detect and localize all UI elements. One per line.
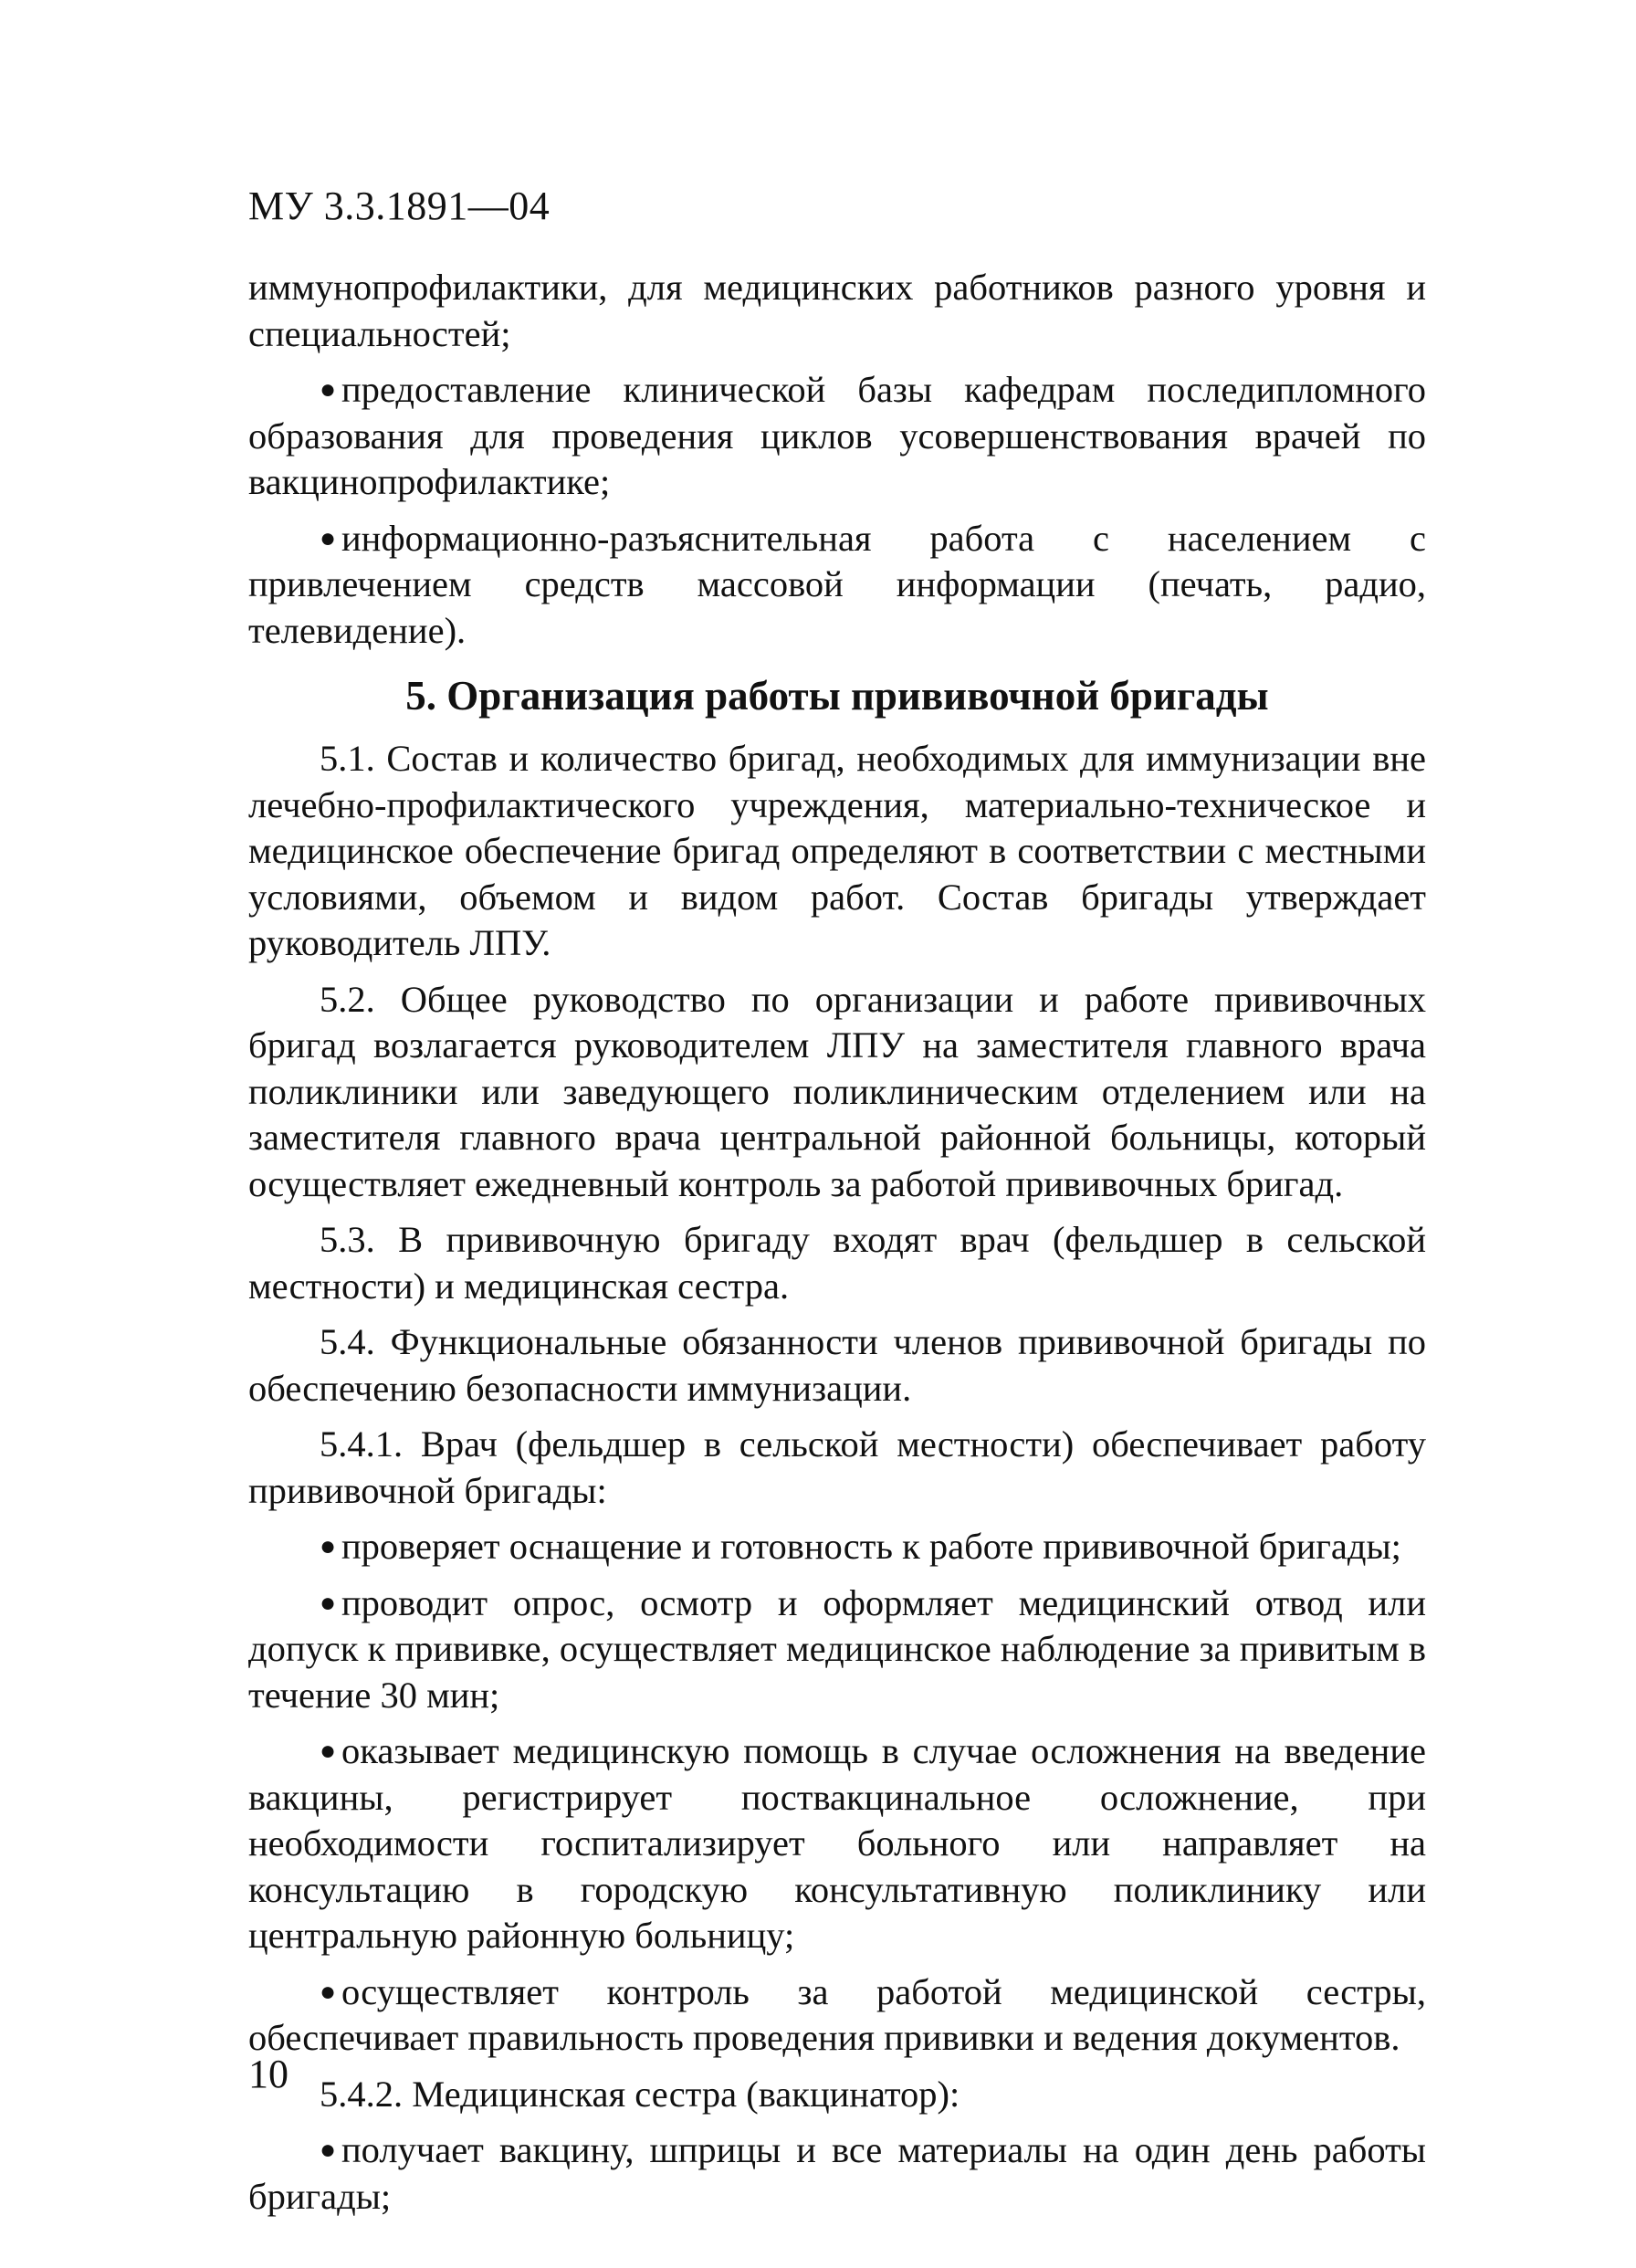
page-content <box>248 265 1426 2230</box>
bullet-icon: ● <box>320 1587 337 1618</box>
bullet-text: информационно-разъяснительная работа с населением с привлечением средств массовой информации (печать, радио, телевидение). <box>248 517 1426 651</box>
document-code: МУ 3.3.1891—04 <box>248 184 551 228</box>
bullet-icon: ● <box>320 522 337 553</box>
bullet-text: осуществляет контроль за работой медицинской сестры, обеспечивает правильность проведения прививки и ведения документов. <box>248 1970 1426 2058</box>
page-number: 10 <box>248 2052 288 2096</box>
bullet-icon: ● <box>320 1736 337 1766</box>
clause-5-1: 5.1. Состав и количество бригад, необходимых для иммунизации вне лечебно-профилактического учреждения, материально-техническое и медицинское обеспечение бригад определяют в соответствии с местными условиями, объемом и видом работ. Состав бригады утверждает руководитель ЛПУ. <box>248 738 1426 963</box>
clause-5-4-1: 5.4.1. Врач (фельдшер в сельской местности) обеспечивает работу прививочной бригады: <box>248 1423 1426 1511</box>
bullet-icon: ● <box>320 2135 337 2165</box>
bullet-item <box>248 516 1426 655</box>
bullet-text: получает вакцину, шприцы и все материалы на один день работы бригады; <box>248 2129 1426 2217</box>
paragraph-continuation: иммунопрофилактики, для медицинских работников разного уровня и специальностей; <box>248 267 1426 354</box>
bullet-icon: ● <box>320 374 337 404</box>
bullet-text: оказывает медицинскую помощь в случае осложнения на введение вакцины, регистрирует поствакцинальное осложнение, при необходимости госпитализирует больного или направляет на консультацию в городскую консультативную поликлинику или центральную районную больницу; <box>248 1730 1426 1956</box>
bullet-item <box>248 1524 1426 1570</box>
section-title: 5. Организация работы прививочной бригады <box>405 673 1269 719</box>
bullet-text: проверяет оснащение и готовность к работе прививочной бригады; <box>341 1526 1401 1567</box>
bullet-item <box>248 367 1426 506</box>
bullet-item <box>248 1969 1426 2062</box>
bullet-icon: ● <box>320 1976 337 2007</box>
bullet-icon: ● <box>320 1531 337 1561</box>
clause-5-3: 5.3. В прививочную бригаду входят врач (фельдшер в сельской местности) и медицинская сестра. <box>248 1219 1426 1307</box>
bullet-item <box>248 2127 1426 2220</box>
bullet-text: предоставление клинической базы кафедрам последипломного образования для проведения циклов усовершенствования врачей по вакцинопрофилактике; <box>248 369 1426 502</box>
bullet-item <box>248 1580 1426 1719</box>
clause-5-4-2: 5.4.2. Медицинская сестра (вакцинатор): <box>320 2073 960 2115</box>
clause-5-2: 5.2. Общее руководство по организации и работе прививочных бригад возлагается руководителем ЛПУ на заместителя главного врача поликлиники или заведующего поликлиническим отделением или на заместителя главного врача центральной районной больницы, который осуществляет ежедневный контроль за работой прививочных бригад. <box>248 978 1426 1204</box>
clause-5-4: 5.4. Функциональные обязанности членов прививочной бригады по обеспечению безопасности иммунизации. <box>248 1321 1426 1409</box>
bullet-item <box>248 1728 1426 1959</box>
bullet-text: проводит опрос, осмотр и оформляет медицинский отвод или допуск к прививке, осуществляет медицинское наблюдение за привитым в течение 30 мин; <box>248 1581 1426 1716</box>
